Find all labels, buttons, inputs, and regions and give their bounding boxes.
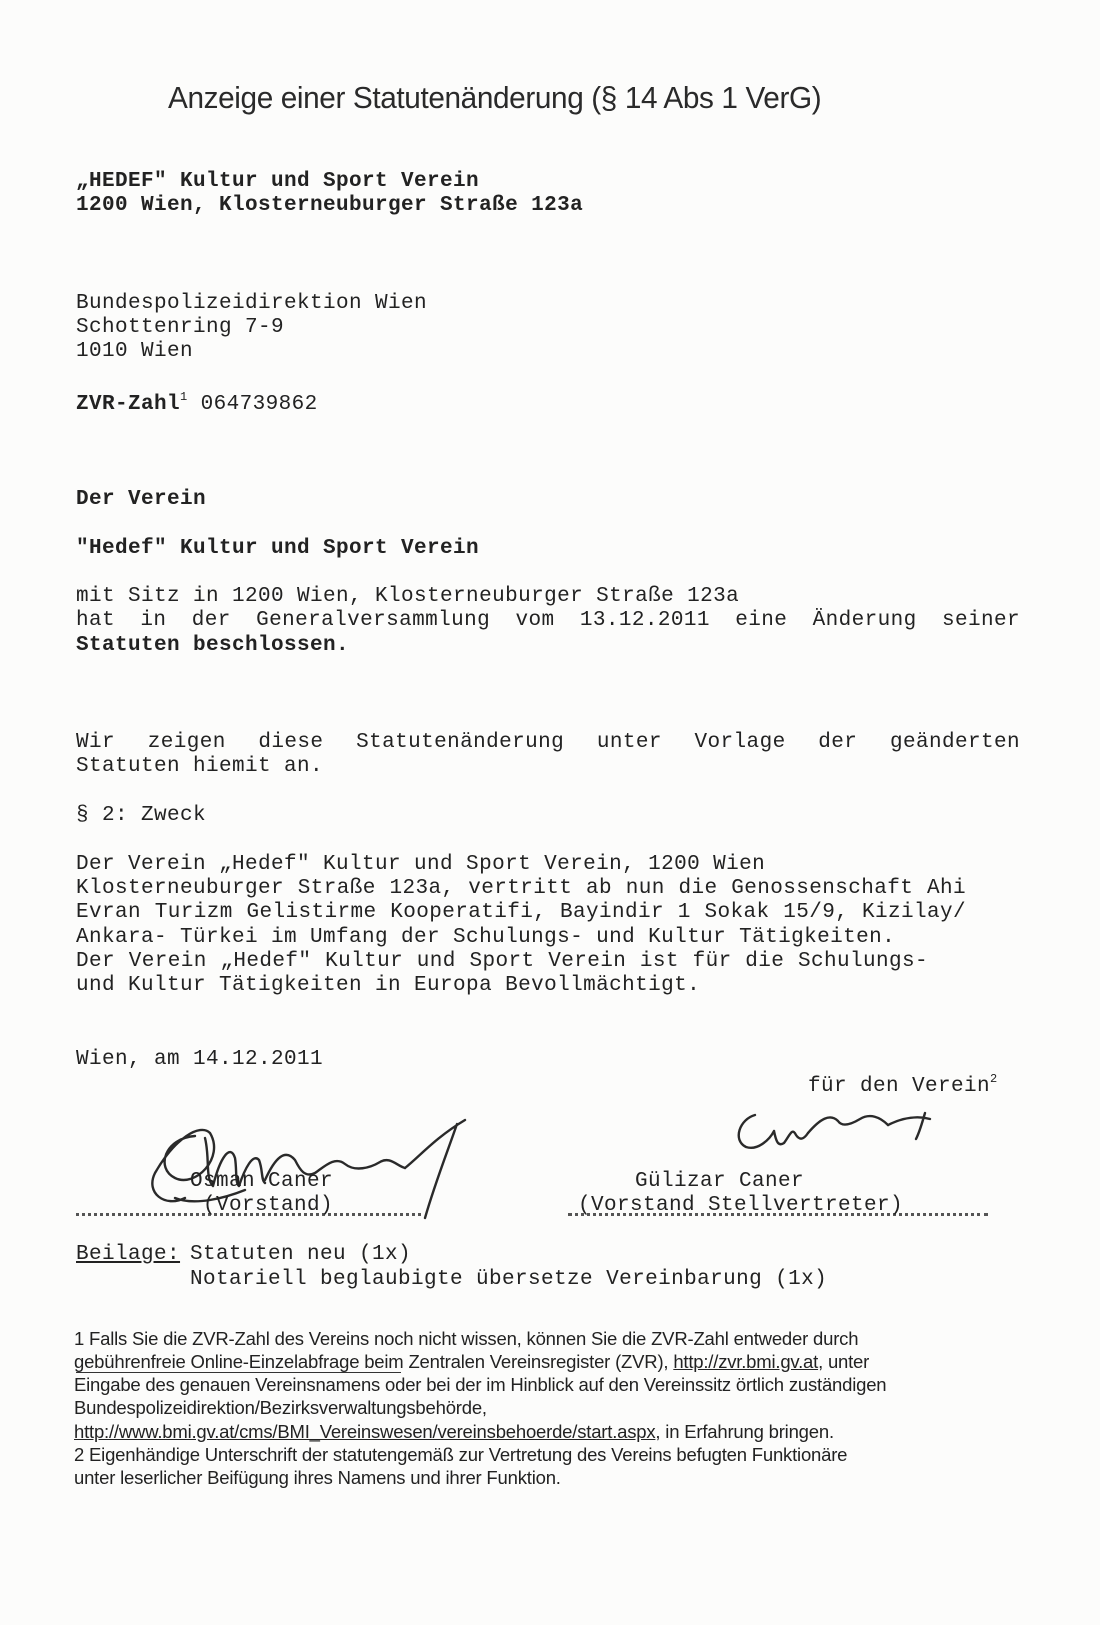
signatory-1-name: Osman Caner xyxy=(190,1170,334,1193)
enclosure-item-2: Notariell beglaubigte übersetze Vereinbarung (1x) xyxy=(190,1268,828,1291)
place-date: Wien, am 14.12.2011 xyxy=(76,1048,324,1071)
enclosures-label: Beilage: xyxy=(76,1243,181,1266)
body1-line-3: Statuten beschlossen. xyxy=(76,634,350,657)
purpose-line-4: Ankara- Türkei im Umfang der Schulungs- und Kultur Tätigkeiten. xyxy=(76,926,896,949)
sender-name: „HEDEF" Kultur und Sport Verein xyxy=(76,170,480,193)
association-name: "Hedef" Kultur und Sport Verein xyxy=(76,537,480,560)
signature-osman-caner xyxy=(135,1098,485,1238)
zvr-link[interactable]: http://zvr.bmi.gv.at xyxy=(673,1351,819,1372)
footnote-1-line-2 xyxy=(74,1350,869,1373)
recipient-line-3: 1010 Wien xyxy=(76,340,194,363)
bmi-link[interactable]: http://www.bmi.gv.at/cms/BMI_Vereinswesen/vereinsbehoerde/start.aspx xyxy=(74,1421,656,1442)
footnote-2-line-2: unter leserlicher Beifügung ihres Namens und ihrer Funktion. xyxy=(74,1467,561,1488)
footnote-1-text-5b: , in Erfahrung bringen. xyxy=(655,1421,834,1442)
recipient-line-1: Bundespolizeidirektion Wien xyxy=(76,292,428,315)
zvr-row xyxy=(76,390,318,416)
body1-line-2: hat in der Generalversammlung vom 13.12.2011 eine Änderung seiner xyxy=(76,609,1020,632)
document-title: Anzeige einer Statutenänderung (§ 14 Abs 1 VerG) xyxy=(168,80,822,115)
zvr-label: ZVR-Zahl xyxy=(76,393,181,416)
purpose-line-6: und Kultur Tätigkeiten in Europa Bevollmächtigt. xyxy=(76,974,701,997)
signatory-1-role: (Vorstand) xyxy=(203,1194,334,1217)
sender-address: 1200 Wien, Klosterneuburger Straße 123a xyxy=(76,194,584,217)
for-association-mark: 2 xyxy=(990,1072,998,1086)
body2-line-2: Statuten hiemit an. xyxy=(76,755,324,778)
body2-line-1: Wir zeigen diese Statutenänderung unter Vorlage der geänderten xyxy=(76,731,1020,754)
purpose-line-3: Evran Turizm Gelistirme Kooperatifi, Bayindir 1 Sokak 15/9, Kizilay/ xyxy=(76,901,966,924)
section-heading: § 2: Zweck xyxy=(76,804,207,827)
zvr-number: 064739862 xyxy=(200,393,318,416)
intro-text: Der Verein xyxy=(76,488,207,511)
enclosure-item-1: Statuten neu (1x) xyxy=(190,1243,412,1266)
signatory-2-role: (Vorstand Stellvertreter) xyxy=(578,1194,904,1217)
footnote-1-line-5 xyxy=(74,1420,834,1443)
for-association-text: für den Verein xyxy=(808,1075,991,1098)
purpose-line-5: Der Verein „Hedef" Kultur und Sport Verein ist für die Schulungs- xyxy=(76,950,928,973)
footnote-1-line-4: Bundespolizeidirektion/Bezirksverwaltungsbehörde, xyxy=(74,1397,487,1418)
footnote-1-line-1: 1 Falls Sie die ZVR-Zahl des Vereins noch nicht wissen, können Sie die ZVR-Zahl entweder durch xyxy=(74,1328,859,1349)
signature-guelizar-caner xyxy=(730,1095,960,1165)
footnote-1-text-2b: , unter xyxy=(818,1351,870,1372)
recipient-line-2: Schottenring 7-9 xyxy=(76,316,285,339)
zvr-footnote-mark: 1 xyxy=(180,390,188,404)
purpose-line-1: Der Verein „Hedef" Kultur und Sport Verein, 1200 Wien xyxy=(76,853,766,876)
footnote-2-line-1: 2 Eigenhändige Unterschrift der statutengemäß zur Vertretung des Vereins befugten Funktionäre xyxy=(74,1444,848,1465)
footnote-1-line-3: Eingabe des genauen Vereinsnamens oder bei der im Hinblick auf den Vereinssitz örtlich zuständigen xyxy=(74,1374,887,1395)
body1-line-1: mit Sitz in 1200 Wien, Klosterneuburger Straße 123a xyxy=(76,585,740,608)
purpose-line-2: Klosterneuburger Straße 123a, vertritt ab nun die Genossenschaft Ahi xyxy=(76,877,966,900)
signatory-2-name: Gülizar Caner xyxy=(635,1170,805,1193)
footnote-1-text-2a: gebührenfreie Online-Einzelabfrage beim Zentralen Vereinsregister (ZVR), xyxy=(74,1351,669,1372)
